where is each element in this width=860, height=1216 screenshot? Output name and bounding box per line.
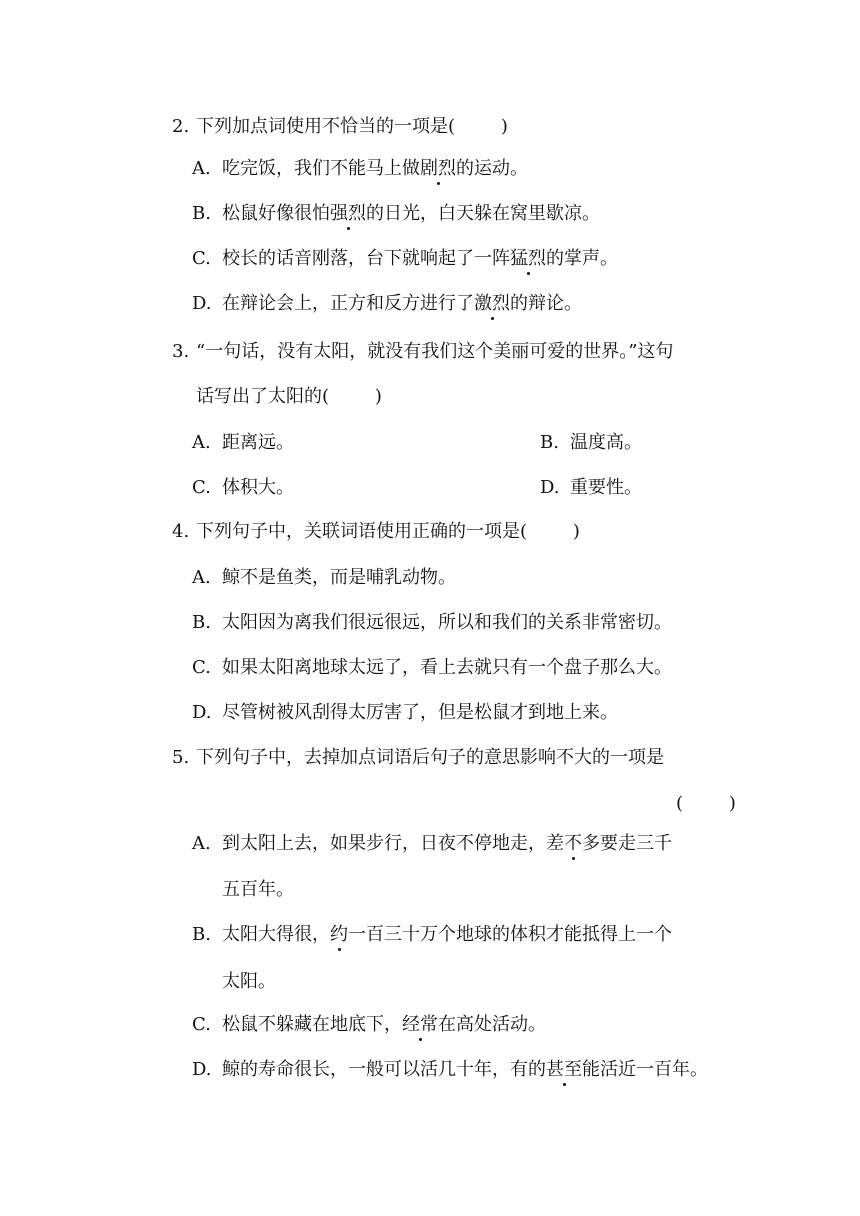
option-letter: A. bbox=[192, 432, 211, 453]
question-text: 下列句子中，去掉加点词语后句子的意思影响不大的一项是 bbox=[196, 747, 664, 768]
option-letter: C. bbox=[192, 248, 211, 269]
option-d bbox=[192, 292, 582, 316]
option-a bbox=[192, 832, 672, 856]
option-letter: B. bbox=[540, 432, 559, 453]
question-number: 5. bbox=[172, 747, 190, 768]
option-a bbox=[192, 157, 528, 181]
option-text-post: 能活近一百年。 bbox=[582, 1059, 708, 1080]
dotted-word: 剧烈 bbox=[420, 158, 456, 179]
option-text-post: 一百三十万个地球的体积才能抵得上一个 bbox=[348, 924, 672, 945]
option-text: 体积大。 bbox=[222, 477, 294, 498]
dotted-word: 约 bbox=[330, 924, 348, 945]
option-a bbox=[192, 431, 294, 455]
option-text-post: 的运动。 bbox=[456, 158, 528, 179]
option-text-pre: 太阳大得很， bbox=[222, 924, 330, 945]
option-text-pre: 校长的话音刚落，台下就响起了一阵 bbox=[222, 248, 510, 269]
option-text-post: 的日光，白天躲在窝里歇凉。 bbox=[366, 203, 600, 224]
dotted-word: 甚至 bbox=[546, 1059, 582, 1080]
question-number: 2. bbox=[172, 116, 190, 137]
option-b bbox=[192, 923, 672, 947]
question-text: 下列加点词使用不恰当的一项是( bbox=[196, 116, 456, 137]
question-2-stem bbox=[172, 115, 508, 139]
answer-paren-close: ) bbox=[572, 521, 580, 542]
option-text-post: 的辩论。 bbox=[510, 293, 582, 314]
option-c bbox=[192, 476, 294, 500]
option-text-pre: 松鼠好像很怕 bbox=[222, 203, 330, 224]
answer-paren-close: ) bbox=[728, 793, 736, 814]
dotted-word: 强烈 bbox=[330, 203, 366, 224]
dotted-word: 激烈 bbox=[474, 293, 510, 314]
answer-blank bbox=[527, 521, 573, 542]
option-text-cont: 太阳。 bbox=[222, 971, 276, 992]
option-text-pre: 在辩论会上，正方和反方进行了 bbox=[222, 293, 474, 314]
answer-blank bbox=[683, 793, 729, 814]
option-text-pre: 到太阳上去，如果步行，日夜不停地走， bbox=[222, 833, 546, 854]
option-letter: B. bbox=[192, 924, 211, 945]
option-d bbox=[192, 701, 618, 725]
question-5-answer-paren bbox=[676, 792, 736, 816]
question-5-stem bbox=[172, 746, 664, 770]
option-text-cont: 五百年。 bbox=[222, 879, 294, 900]
option-c bbox=[192, 247, 618, 271]
option-b bbox=[540, 431, 642, 455]
option-a bbox=[192, 566, 456, 590]
answer-paren-open: ( bbox=[676, 793, 684, 814]
option-text: 如果太阳离地球太远了，看上去就只有一个盘子那么大。 bbox=[222, 657, 672, 678]
question-text: “一句话，没有太阳，就没有我们这个美丽可爱的世界。”这句 bbox=[196, 341, 674, 362]
option-b bbox=[192, 611, 672, 635]
answer-paren-close: ) bbox=[374, 386, 382, 407]
option-text: 尽管树被风刮得太厉害了，但是松鼠才到地上来。 bbox=[222, 702, 618, 723]
question-3-stem-cont bbox=[196, 385, 382, 409]
option-text: 鲸不是鱼类，而是哺乳动物。 bbox=[222, 567, 456, 588]
option-b-cont bbox=[222, 970, 276, 994]
answer-blank bbox=[455, 116, 501, 137]
dotted-word: 猛烈 bbox=[510, 248, 546, 269]
option-text: 太阳因为离我们很远很远，所以和我们的关系非常密切。 bbox=[222, 612, 672, 633]
option-c bbox=[192, 656, 672, 680]
option-letter: C. bbox=[192, 657, 211, 678]
answer-paren-close: ) bbox=[500, 116, 508, 137]
option-d bbox=[192, 1058, 708, 1082]
question-number: 3. bbox=[172, 341, 190, 362]
option-letter: D. bbox=[192, 702, 212, 723]
option-b bbox=[192, 202, 600, 226]
option-letter: D. bbox=[192, 1059, 212, 1080]
option-text: 重要性。 bbox=[570, 477, 642, 498]
question-3-stem bbox=[172, 340, 673, 364]
option-text-post: 的掌声。 bbox=[546, 248, 618, 269]
option-text: 距离远。 bbox=[222, 432, 294, 453]
option-letter: A. bbox=[192, 158, 211, 179]
option-text-post: 要走三千 bbox=[600, 833, 672, 854]
option-letter: B. bbox=[192, 203, 211, 224]
option-text-post: 在高处活动。 bbox=[438, 1014, 546, 1035]
option-c bbox=[192, 1013, 546, 1037]
question-text: 下列句子中，关联词语使用正确的一项是( bbox=[196, 521, 528, 542]
option-letter: B. bbox=[192, 612, 211, 633]
option-a-cont bbox=[222, 878, 294, 902]
dotted-word: 差不多 bbox=[546, 833, 600, 854]
option-letter: D. bbox=[192, 293, 212, 314]
answer-blank bbox=[329, 386, 375, 407]
option-letter: A. bbox=[192, 833, 211, 854]
question-number: 4. bbox=[172, 521, 190, 542]
option-text: 温度高。 bbox=[570, 432, 642, 453]
option-text-pre: 鲸的寿命很长，一般可以活几十年，有的 bbox=[222, 1059, 546, 1080]
question-text: 话写出了太阳的( bbox=[196, 386, 330, 407]
option-letter: C. bbox=[192, 1014, 211, 1035]
option-d bbox=[540, 476, 642, 500]
option-text-pre: 吃完饭，我们不能马上做 bbox=[222, 158, 420, 179]
option-letter: D. bbox=[540, 477, 560, 498]
option-letter: C. bbox=[192, 477, 211, 498]
dotted-word: 经常 bbox=[402, 1014, 438, 1035]
option-text-pre: 松鼠不躲藏在地底下， bbox=[222, 1014, 402, 1035]
option-letter: A. bbox=[192, 567, 211, 588]
question-4-stem bbox=[172, 520, 580, 544]
